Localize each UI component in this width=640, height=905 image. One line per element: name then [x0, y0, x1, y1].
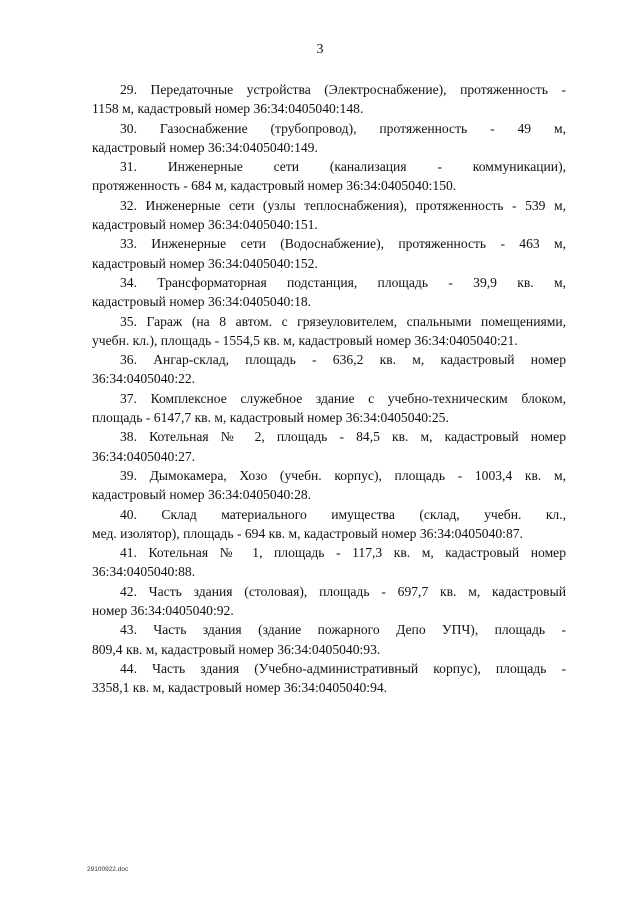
list-item-line-2: 809,4 кв. м, кадастровый номер 36:34:0405040:93.	[92, 641, 381, 657]
list-item-line-2: кадастровый номер 36:34:0405040:28.	[92, 487, 312, 503]
list-item	[92, 350, 566, 389]
list-item-line-1: 34. Трансформаторная подстанция, площадь - 39,9 кв. м,	[120, 274, 566, 290]
list-item	[92, 157, 566, 196]
list-item-line-2: кадастровый номер 36:34:0405040:152.	[92, 255, 318, 271]
list-item-line-1: 39. Дымокамера, Хозо (учебн. корпус), площадь - 1003,4 кв. м,	[120, 467, 566, 483]
list-item-line-1: 31. Инженерные сети (канализация - коммуникации),	[120, 159, 566, 175]
list-item-line-1: 30. Газоснабжение (трубопровод), протяженность - 49 м,	[120, 120, 566, 136]
list-item-line-2: учебн. кл.), площадь - 1554,5 кв. м, кадастровый номер 36:34:0405040:21.	[92, 332, 518, 348]
list-item-line-1: 33. Инженерные сети (Водоснабжение), протяженность - 463 м,	[120, 236, 566, 252]
list-item	[92, 582, 566, 621]
list-item-line-2: площадь - 6147,7 кв. м, кадастровый номер 36:34:0405040:25.	[92, 410, 449, 426]
list-item-line-2: 3358,1 кв. м, кадастровый номер 36:34:0405040:94.	[92, 680, 388, 696]
list-item-line-1: 32. Инженерные сети (узлы теплоснабжения), протяженность - 539 м,	[120, 197, 566, 213]
list-item-line-2: 36:34:0405040:22.	[92, 371, 196, 387]
list-item	[92, 659, 566, 698]
list-item	[92, 505, 566, 544]
list-item-line-2: мед. изолятор), площадь - 694 кв. м, кадастровый номер 36:34:0405040:87.	[92, 525, 523, 541]
list-item	[92, 312, 566, 351]
list-item-line-2: 36:34:0405040:88.	[92, 564, 196, 580]
page-number: 3	[316, 42, 324, 57]
list-item-line-2: 36:34:0405040:27.	[92, 448, 196, 464]
list-item	[92, 80, 566, 119]
list-item-line-2: протяженность - 684 м, кадастровый номер 36:34:0405040:150.	[92, 178, 457, 194]
list-item-line-2: кадастровый номер 36:34:0405040:18.	[92, 294, 312, 310]
document-body	[92, 80, 566, 698]
list-item	[92, 543, 566, 582]
list-item-line-1: 40. Склад материального имущества (склад, учебн. кл.,	[120, 506, 566, 522]
list-item	[92, 119, 566, 158]
list-item-line-1: 41. Котельная № 1, площадь - 117,3 кв. м, кадастровый номер	[120, 545, 566, 561]
list-item	[92, 273, 566, 312]
list-item-line-2: кадастровый номер 36:34:0405040:149.	[92, 139, 318, 155]
list-item-line-2: кадастровый номер 36:34:0405040:151.	[92, 217, 318, 233]
list-item	[92, 466, 566, 505]
list-item-line-2: номер 36:34:0405040:92.	[92, 603, 234, 619]
list-item	[92, 389, 566, 428]
list-item-line-1: 38. Котельная № 2, площадь - 84,5 кв. м, кадастровый номер	[120, 429, 566, 445]
list-item-line-1: 44. Часть здания (Учебно-административный корпус), площадь -	[120, 660, 566, 676]
list-item	[92, 427, 566, 466]
list-item	[92, 196, 566, 235]
list-item-line-1: 42. Часть здания (столовая), площадь - 697,7 кв. м, кадастровый	[120, 583, 566, 599]
footer-filename: 29100922.doc	[87, 866, 129, 873]
list-item-line-1: 43. Часть здания (здание пожарного Депо УПЧ), площадь -	[120, 622, 566, 638]
list-item-line-1: 29. Передаточные устройства (Электроснабжение), протяженность -	[120, 82, 566, 97]
list-item-line-2: 1158 м, кадастровый номер 36:34:0405040:148.	[92, 101, 364, 117]
list-item-line-1: 36. Ангар-склад, площадь - 636,2 кв. м, кадастровый номер	[120, 352, 566, 368]
list-item-line-1: 37. Комплексное служебное здание с учебно-техническим блоком,	[120, 390, 566, 406]
list-item	[92, 234, 566, 273]
list-item	[92, 620, 566, 659]
list-item-line-1: 35. Гараж (на 8 автом. с грязеуловителем, спальными помещениями,	[120, 313, 566, 329]
